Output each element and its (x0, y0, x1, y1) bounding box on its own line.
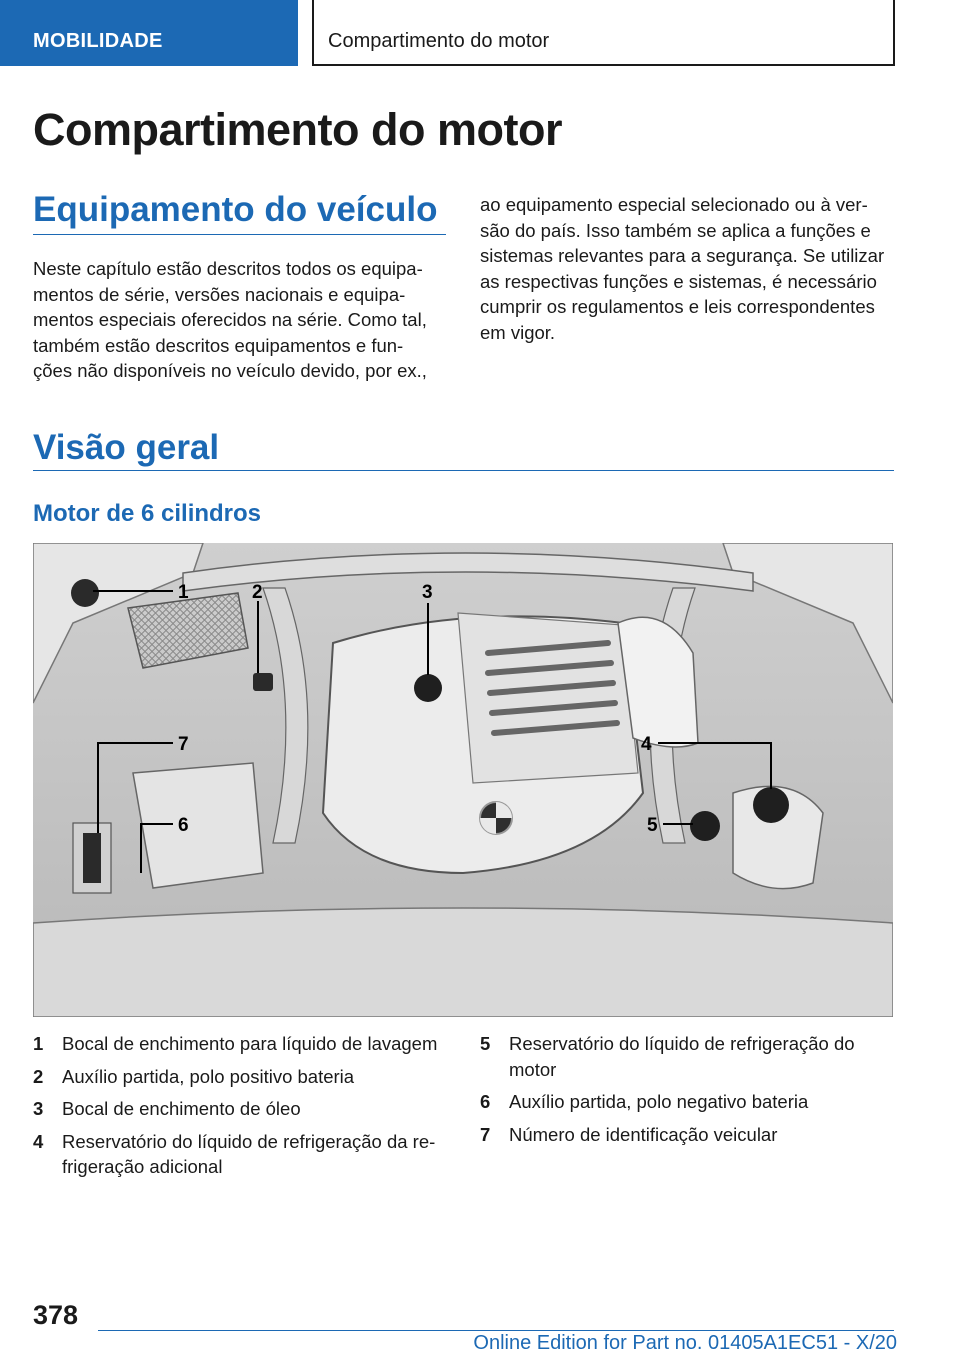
legend-text: Auxílio partida, polo positivo bateria (62, 1065, 355, 1087)
footer-edition: Online Edition for Part no. 01405A1EC51 - X/20 (473, 1332, 897, 1354)
text-line: em vigor. (480, 321, 556, 343)
text-line: mentos de série, versões nacionais e equipa- (33, 283, 406, 305)
legend-num: 5 (480, 1033, 491, 1054)
page-title: Compartimento do motor (33, 104, 562, 155)
header-chapter-title: Compartimento do motor (312, 0, 895, 66)
legend-item (480, 1031, 894, 1082)
text-line: também estão descritos equipamentos e fun- (33, 334, 404, 356)
legend-item (480, 1122, 894, 1148)
callout-2: 2 (252, 582, 263, 603)
page-number: 378 (33, 1300, 79, 1330)
legend-item (480, 1089, 894, 1115)
legend-text: Auxílio partida, polo negativo bateria (509, 1091, 809, 1112)
legend-item (33, 1064, 448, 1090)
legend-text: Reservatório do líquido de refrigeração do motor (509, 1033, 855, 1080)
callout-4: 4 (641, 734, 652, 755)
legend-num: 1 (33, 1033, 44, 1054)
text-line: ções não disponíveis no veículo devido, por ex., (33, 360, 427, 381)
legend-num: 7 (480, 1123, 491, 1145)
overview-heading-rule (33, 470, 894, 471)
text-line: as respectivas funções e sistemas, é necessário (480, 270, 877, 292)
equipment-text-col2 (480, 192, 884, 345)
equipment-heading: Equipamento do veículo (33, 190, 438, 229)
callout-1: 1 (178, 582, 189, 603)
legend-text: Bocal de enchimento de óleo (62, 1098, 301, 1119)
equipment-text-col1 (33, 256, 427, 384)
callout-7: 7 (178, 734, 189, 755)
engine-subheading: Motor de 6 cilindros (33, 500, 262, 527)
legend-text: Reservatório do líquido de refrigeração da re-frigeração adicional (62, 1130, 436, 1177)
callout-6: 6 (178, 815, 189, 836)
legend-item (33, 1096, 448, 1122)
footer-rule (98, 1330, 894, 1331)
text-line: cumprir os regulamentos e leis correspondentes (480, 296, 875, 317)
legend-num: 4 (33, 1130, 44, 1152)
header-section-tab: MOBILIDADE (0, 0, 298, 66)
legend-text: Bocal de enchimento para líquido de lavagem (62, 1033, 438, 1054)
legend-item (33, 1129, 448, 1180)
text-line: Neste capítulo estão descritos todos os equipa- (33, 258, 423, 279)
text-line: ao equipamento especial selecionado ou à ver- (480, 194, 868, 215)
callout-3: 3 (422, 582, 433, 603)
overview-heading: Visão geral (33, 428, 220, 467)
text-line: sistemas relevantes para a segurança. Se utilizar (480, 245, 885, 266)
legend-num: 6 (480, 1091, 491, 1112)
legend-col2 (480, 1031, 894, 1154)
legend-text: Número de identificação veicular (509, 1123, 778, 1145)
text-line: são do país. Isso também se aplica a funções e (480, 219, 871, 241)
legend-item (33, 1031, 448, 1057)
engine-bay-drawing (33, 543, 893, 1017)
legend-col1 (33, 1031, 448, 1187)
legend-num: 3 (33, 1098, 44, 1119)
legend-num: 2 (33, 1065, 44, 1087)
text-line: mentos especiais oferecidos na série. Como tal, (33, 309, 427, 330)
equipment-heading-rule (33, 234, 446, 235)
callout-5: 5 (647, 815, 658, 836)
engine-bay-illustration (33, 543, 893, 1017)
